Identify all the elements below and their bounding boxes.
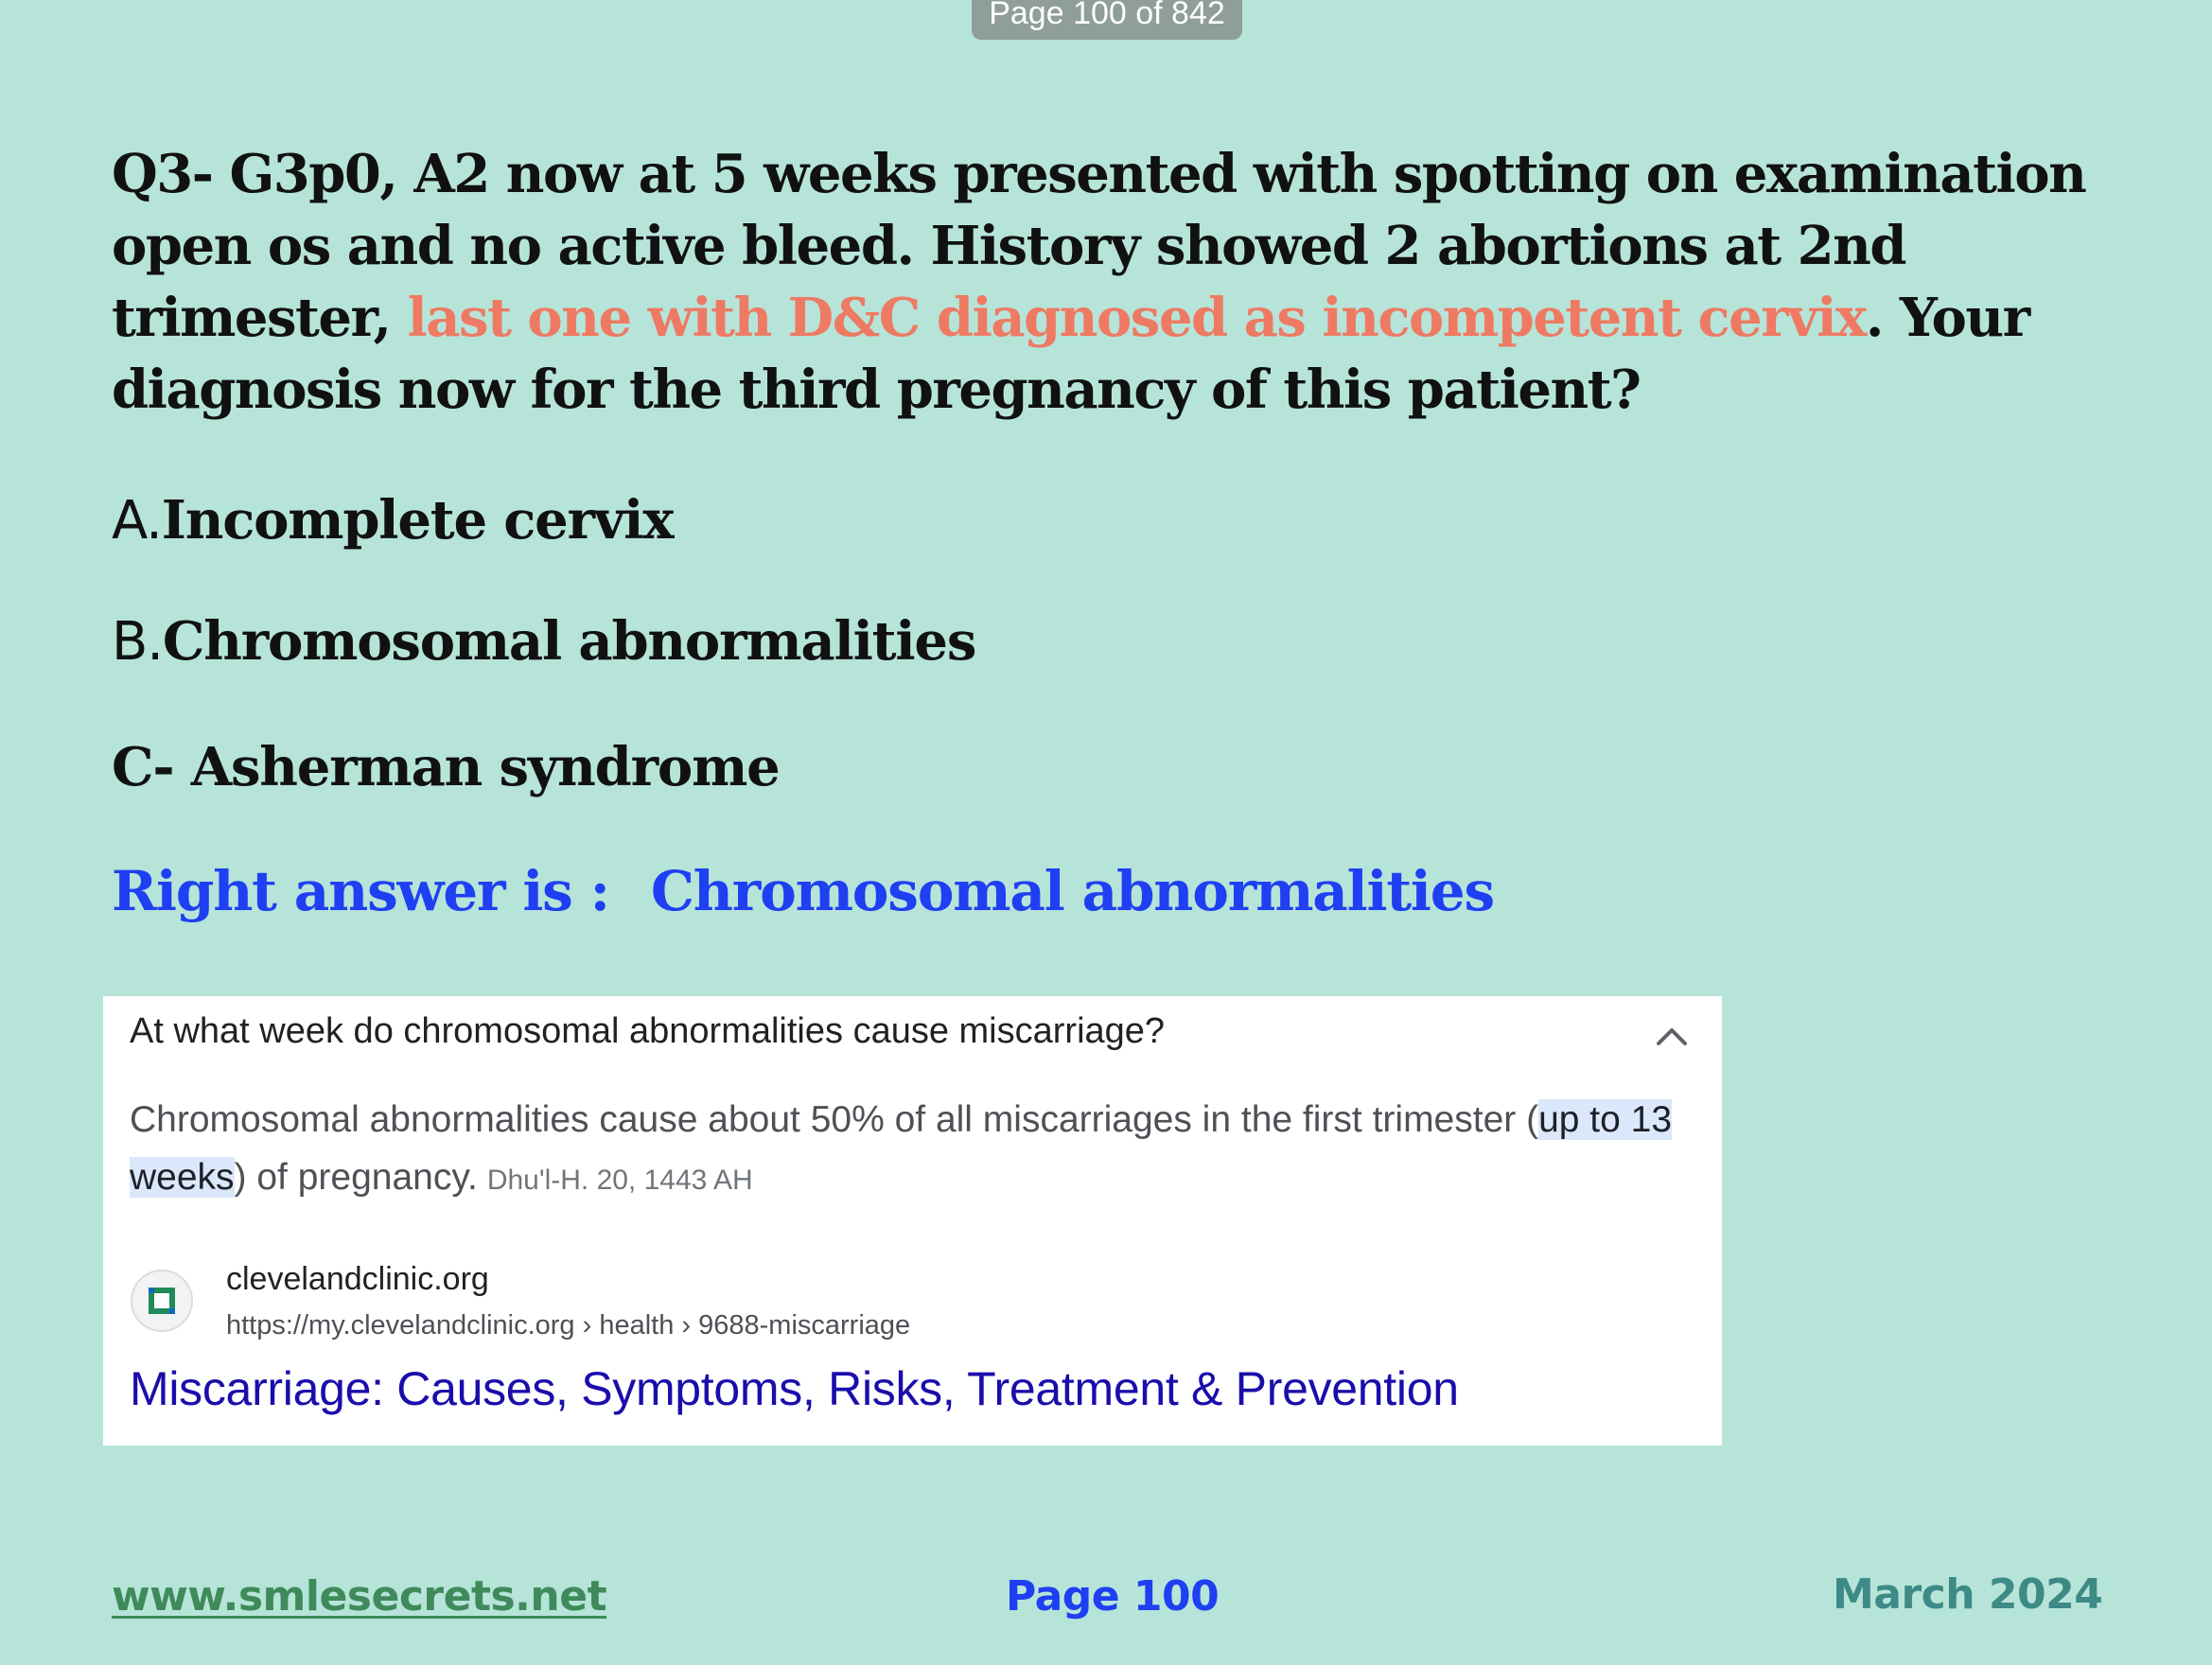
option-a-letter: A. [112,490,162,552]
footer-date: March 2024 [1833,1570,2103,1619]
result-url[interactable]: https://my.clevelandclinic.org › health › 9688-miscarriage [226,1310,911,1341]
snippet-answer-highlight: up to 13 weeks [130,1099,1673,1198]
footer-website-link[interactable]: www.smlesecrets.net [112,1572,607,1621]
question-text-start: Q3- G3p0, A2 now at 5 weeks presented with spotting on examination open os and no active bleed. History showed 2 abortions at 2nd trimester, [112,143,2086,349]
question-text-end: . Your diagnosis now for the third pregnancy of this patient? [112,287,2029,421]
option-c [112,731,780,803]
snippet-date: Dhu'l-H. 20, 1443 AH [486,1165,753,1196]
chevron-up-icon[interactable] [1655,1025,1689,1047]
search-snippet-card [103,996,1722,1446]
page-indicator: Page 100 of 842 [972,0,1242,40]
result-site-name[interactable]: clevelandclinic.org [226,1261,489,1297]
option-b-text: Chromosomal abnormalities [162,610,976,673]
clevelandclinic-logo-icon[interactable] [130,1269,194,1333]
option-a-text: Incomplete cervix [161,489,674,552]
snippet-question[interactable]: At what week do chromosomal abnormalities cause miscarriage? [130,1011,1166,1051]
right-answer [112,855,1494,927]
option-c-letter: C- [112,736,191,798]
snippet-answer [130,1091,1700,1209]
snippet-answer-start: Chromosomal abnormalities cause about 50% of all miscarriages in the first trimester ( [130,1099,1539,1140]
snippet-answer-end: ) of pregnancy. [234,1157,478,1198]
question-highlight: last one with D&C diagnosed as incompetent cervix [407,287,1866,349]
option-b [112,605,975,678]
option-c-text: Asherman syndrome [190,736,780,798]
footer-page-number: Page 100 [1006,1572,1220,1621]
result-title-link[interactable]: Miscarriage: Causes, Symptoms, Risks, Treatment & Prevention [130,1362,1459,1415]
question-text [112,138,2155,426]
option-a [112,484,673,557]
right-answer-value: Chromosomal abnormalities [650,859,1494,923]
option-b-letter: B. [112,611,163,673]
right-answer-label: Right answer is : [112,859,609,923]
